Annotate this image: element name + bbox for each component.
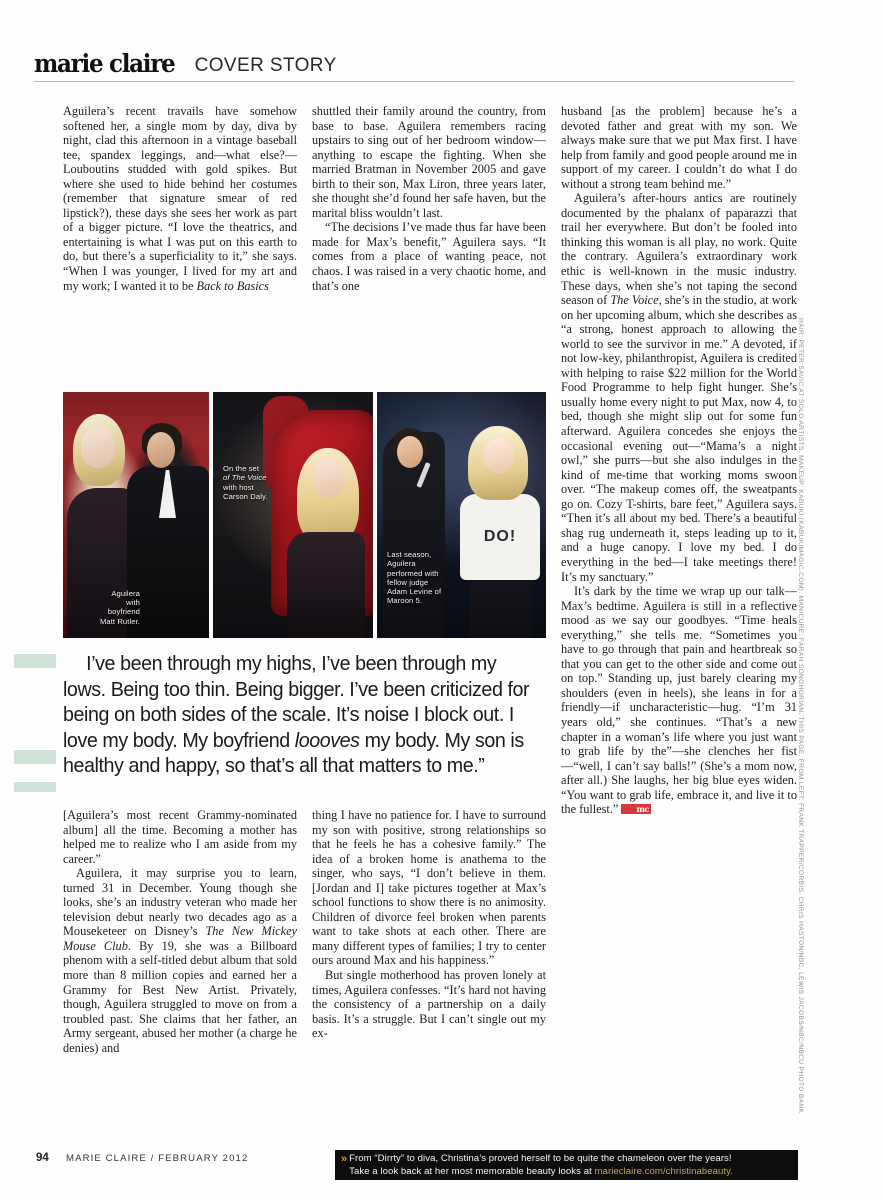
caption-line: with host xyxy=(223,482,254,492)
caption-line: Maroon 5. xyxy=(387,596,423,606)
paragraph: shuttled their family around the country, from base to base. Aguilera remembers racing upstairs to sing out of her bedroom window—anything to escape the fighting. When she married Bratman in November 2005 and gave birth to their son, Max Liron, three years later, she thought she’d found her safe haven, but the marital bliss wouldn’t last. xyxy=(312,104,546,220)
photo-credits: HAIR: PETER SAVIC AT SOLO ARTISTS. MAKEUP: KABUKI (KABUKIMAGIC.COM). MANICURE: FARAH SONGHORIAN. THIS PAGE, FROM LEFT: FRANK TRAPPER/CORBIS, CHRIS HASTON/NBC, LEWIS JACOBS/NBC/NBCU PHOTO BANK xyxy=(797,318,804,1114)
body-column-2-top xyxy=(312,104,546,293)
photo-caption xyxy=(74,589,140,626)
paragraph xyxy=(63,104,297,293)
paragraph: Aguilera’s after-hours antics are routinely documented by the phalanx of paparazzi that trail her everywhere. But don’t be fooled into thinking this woman is all play, no work. Quite the contrary. Aguilera’s extraordinary work ethic is well-known in the music industry. These days, when she’s not taping the second season of The Voice, she’s in the studio, at work on her upcoming album, which she describes as “a strong, honest approach to allowing the world to see the survivor in me.” A devoted, if not low-key, philanthropist, Aguilera is credited with helping to raise $22 million for the World Food Programme to help fight hunger. She’s usually home every night to put Max, now 4, to bed, though she might slip out for some fun afterward. Aguilera concedes she enjoys the occasional evening out—“Mama’s a night owl,” she purrs—but she also indulges in the kind of me-time that working moms swoon over. “The makeup comes off, the sweatpants go on. Cozy T-shirts, bare feet,” Aguilera says. “Then it’s all about my bed. There’s a beautiful shag rug underneath it, steps leading up to it, and a huge canopy. I love my bed. I do everything in the bed—I take meetings there! It’s my sanctuary.” xyxy=(561,191,797,584)
issue-line: MARIE CLAIRE / FEBRUARY 2012 xyxy=(66,1153,249,1164)
decorative-mark xyxy=(14,750,56,764)
pull-quote-part2: my body. My son is healthy and happy, so that’s all that matters to me.” xyxy=(63,729,524,778)
end-mark: mc xyxy=(621,804,650,814)
marie-claire-logo: marie claire xyxy=(34,49,175,78)
promo-text xyxy=(349,1152,733,1179)
photo-the-voice-set xyxy=(213,392,373,638)
photo-caption xyxy=(223,464,285,501)
caption-line: Matt Rutler. xyxy=(99,616,140,626)
caption-line: performed with xyxy=(387,568,439,578)
promo-banner[interactable] xyxy=(335,1150,798,1180)
figure-legs xyxy=(470,578,532,638)
promo-line-1: From “Dirrty” to diva, Christina’s proved herself to be quite the chameleon over the years! xyxy=(349,1152,732,1164)
figure-face xyxy=(484,438,514,474)
caption-line: On the set xyxy=(223,464,260,473)
body-column-3 xyxy=(561,104,797,817)
photo-caption xyxy=(387,550,467,606)
figure-face-2 xyxy=(147,432,175,468)
paragraph xyxy=(561,584,797,817)
decorative-mark xyxy=(14,654,56,668)
caption-line: with xyxy=(126,598,140,608)
paragraph-text: Aguilera’s recent travails have somehow softened her, a single mom by day, diva by night, clad this afternoon in a vintage baseball tee, spandex leggings, and—what else?—Louboutins studded with gold spikes. But where she used to hide behind her costumes (remember that signature smear of red lipstick?), these days she sees her work as part of a bigger picture. “I love the theatrics, and entertaining is what I was put on this earth to do, but there’s a superficiality to it,” she says. “When I was younger, I lived for my art and my work; I wanted it to be Back to Basics xyxy=(63,104,297,293)
paragraph: “The decisions I’ve made thus far have been made for Max’s benefit,” Aguilera says. “It comes from a place of wanting peace, not chaos. I was raised in a very chaotic home, and that’s one xyxy=(312,220,546,293)
figure-face-male xyxy=(397,436,423,468)
pull-quote-italic: loooves xyxy=(294,729,360,752)
caption-line: Carson Daly. xyxy=(223,491,268,501)
photo-strip xyxy=(63,392,546,638)
caption-italic: of The Voice xyxy=(223,473,267,483)
caption-line xyxy=(223,473,285,482)
caption-line: fellow judge xyxy=(387,577,429,587)
figure-aguilera xyxy=(458,422,542,638)
figure-face xyxy=(81,426,115,468)
paragraph: Aguilera, it may surprise you to learn, turned 31 in December. Young though she looks, she’s an industry veteran who made her television debut nearly two decades ago as a Mouseketeer on Disney’s The New Mickey Mouse Club. By 19, she was a Billboard phenom with a self-titled debut album that sold more than 8 million copies and earned her a Grammy for Best New Artist. Privately, though, Aguilera struggled to move on from a troubled past. She claims that her father, an Army sergeant, abused her mother (a charge he denies) and xyxy=(63,866,297,1055)
masthead xyxy=(34,42,794,82)
caption-line: boyfriend xyxy=(107,607,140,617)
pull-quote xyxy=(63,652,533,780)
body-column-2-bottom xyxy=(312,808,546,1041)
body-column-1-bottom xyxy=(63,808,297,1055)
paragraph: But single motherhood has proven lonely at times, Aguilera confesses. “It’s hard not having the consistency of a partnership on a daily basis. It’s a struggle. But I can’t single out my ex- xyxy=(312,968,546,1041)
caption-line: Last season, xyxy=(387,550,432,559)
photo-red-carpet xyxy=(63,392,209,638)
paragraph: thing I have no patience for. I have to surround my son with positive, strong relationships so that he feels he has a cohesive family.” The idea of a broken home is anathema to the singer, who says, “I don’t believe in them. [Jordan and I] take pictures together at Max’s school functions to show there is no animosity. Children of divorce feel broken when parents want to take shots at each other. There are many different types of families; I try to center ours around Max and his happiness.” xyxy=(312,808,546,968)
caption-line: Aguilera xyxy=(387,559,416,569)
shirt-print: DO! xyxy=(483,528,517,545)
paragraph-text: It’s dark by the time we wrap up our talk—Max’s bedtime. Aguilera is still in a reflective mood as we say our goodbyes. “Time heals everything,” she tells me. “Sometimes you have to go through that pain and heartbreak so that you can get to the other side and come out on top.” Standing up, just barely clearing my shoulders (even in heels), she leans in for a friendly—if uncharacteristic—hug. “I’m 31 years old,” she continues. “That’s a new chapter in a woman’s life where you just want to grab life by the”—she clenches her fist—“well, I can’t say balls!” (She’s a mom now, after all.) She laughs, her big blue eyes widen. “You want to grab life, embrace it, and live it to the fullest.” xyxy=(561,584,797,817)
pull-quote-part1: I’ve been through my highs, I’ve been through my lows. Being too thin. Being bigger. I’ve been criticized for being on both sides of the scale. It’s noise I block out. I love my body. My boyfriend xyxy=(63,653,530,752)
page-number: 94 xyxy=(36,1152,49,1164)
figure-face xyxy=(313,458,345,498)
double-chevron-icon: » xyxy=(341,1153,348,1165)
photo-concert-duet xyxy=(377,392,546,638)
body-column-1-top xyxy=(63,104,297,293)
promo-url-link[interactable]: marieclaire.com/christinabeauty. xyxy=(594,1166,733,1177)
paragraph: [Aguilera’s most recent Grammy-nominated album] all the time. Becoming a mother has helped me to realize who I am aside from my career.” xyxy=(63,808,297,866)
decorative-mark xyxy=(14,782,56,792)
figure-body xyxy=(287,532,365,638)
caption-line: Aguilera xyxy=(111,588,140,598)
promo-line-2-prefix: Take a look back at her most memorable beauty looks at xyxy=(349,1166,595,1177)
caption-line: Adam Levine of xyxy=(387,587,442,597)
section-label: COVER STORY xyxy=(194,55,337,76)
paragraph: husband [as the problem] because he’s a devoted father and great with my son. We always make sure that we put Max first. I have help from family and good people around me in support of my career. I couldn’t do what I do without a strong team behind me.” xyxy=(561,104,797,191)
